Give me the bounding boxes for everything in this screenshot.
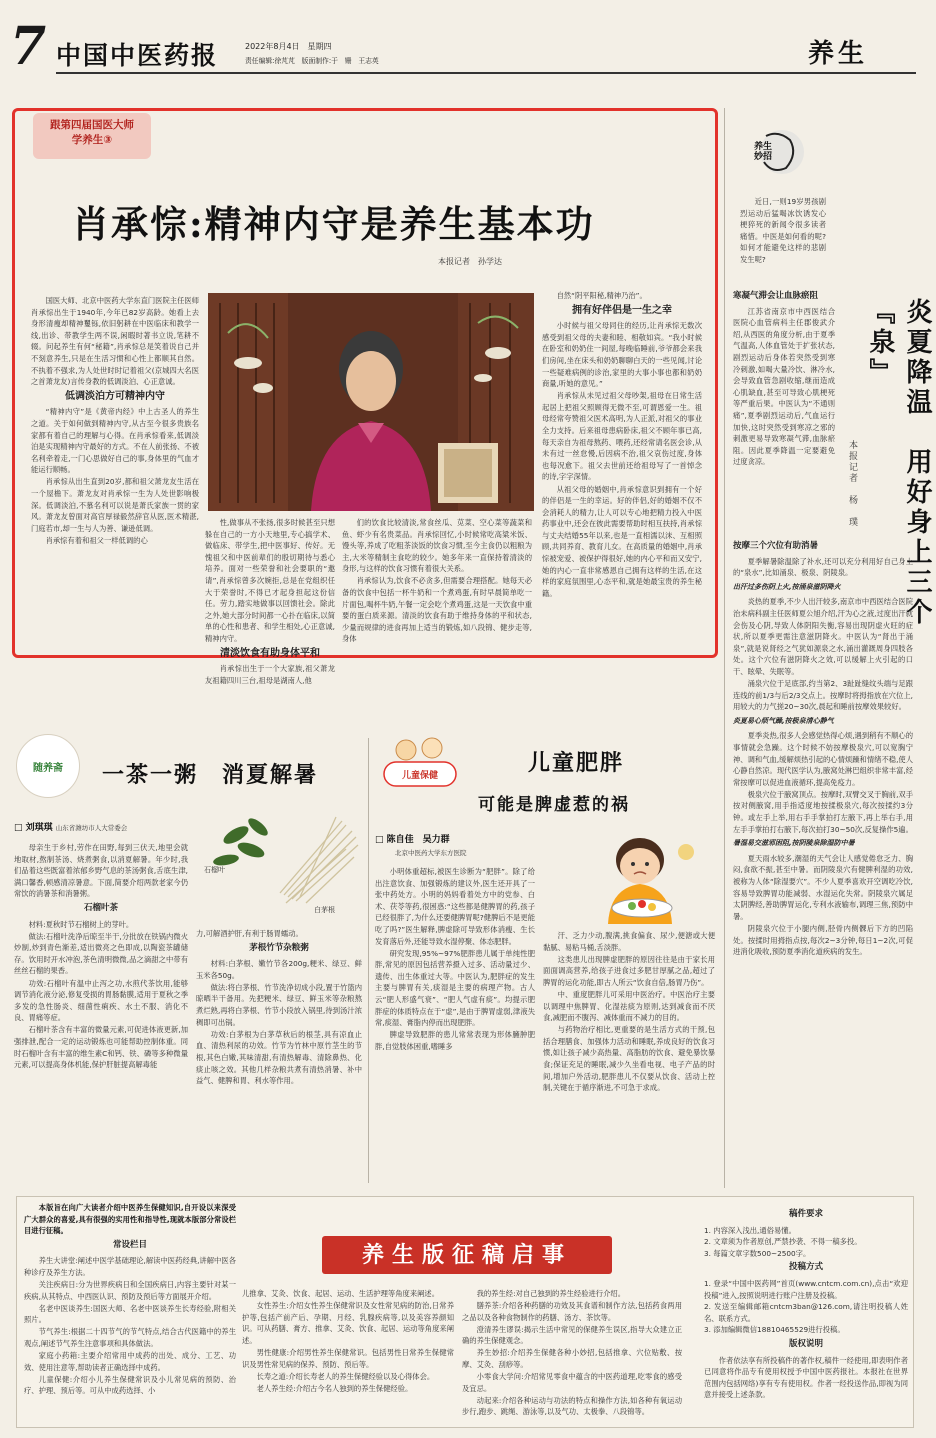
feature-paragraph: 性,做事从不张扬,很多时候甚至只想躲在自己的一方小天地里,专心搞学术、做临床、带学生,把中医事好、传好。无愧祖父和中医前辈们的殷切期待与悉心培养。面对一些荣誉和社会要职的“邀请”,肖承悰曾多次婉拒,总是在党组织任大于荣誉时,不得已才起身担起这份信任。劳力,踏实地做事以回馈社会。除此之外,她大部分时间都一心扑在临床,以简单的心性和患者、和学生相处,心正意诚,精神内守。 [205, 518, 335, 643]
feature-byline: 本报记者 孙学达 [438, 257, 502, 266]
article-divider [368, 738, 369, 1183]
call-banner: 养生版征稿启事 [322, 1236, 612, 1274]
call-item: 养生妙招:介绍养生保健各种小妙招,包括推拿、穴位贴敷、按摩、艾灸、刮痧等。 [462, 1348, 682, 1370]
tea-recipe2-title: 茅根竹节杂粮粥 [249, 942, 309, 953]
child-tag-illustration [378, 736, 462, 790]
tips-paragraph: 阴陵泉穴位于小腿内侧,胫骨内侧髁后下方的凹陷处。按揉时用拇指点按,每次2~3分钟,每日1~2次,可促进消化吸收,预防夏季消化道疾病的发生。 [733, 923, 913, 957]
tips-note-1: 出汗过多伤阴上火,按涌泉滋阴降火 [733, 582, 841, 591]
call-item: 名老中医谈养生:国医大师、名老中医谈养生长寿经验,附相关照片。 [24, 1303, 236, 1325]
call-req: 1. 内容深入浅出,通俗易懂。 [704, 1225, 796, 1235]
feature-paragraph: 肖承悰从出生直到20岁,都和祖父萧龙友生活在一个屋檐下。萧龙友对肖承悰一生为人处世影响极深。低调淡泊,不慕名利可以说是萧氏家族一贯的家风。萧龙友曾面对高官厚禄毅然辞官从医,医术精湛,门庭若市,却一生与人为善、谦逊低调。 [31, 477, 199, 533]
child-title: 儿童肥胖 [528, 750, 625, 776]
tea-paragraph: 母亲生于乡村,劳作在田野,每到三伏天,地里会就地取材,熬制茶汤、烧煮粥食,以消夏解暑。年少时,我们品着这些既富着浓郁乡野气息的茶汤粥食,舌底生津,满口馨香,顿感清凉暑意。下面,简要介绍两款老家今仍常饮的消暑茶和消暑粥。 [14, 843, 188, 899]
tips-paragraph: 炎热的夏季,不少人出汗较多,南京市中西医结合医院治未病科副主任医师夏公旭介绍,汗为心之液,过度出汗就会伤及心阴,导致人体阴阳失衡,容易出现阴虚火旺的症状,所以夏季更需注意滋阴降火。中医认为“肾出于涌泉”,就是说肾经之气犹如源泉之水,涌出灌溉周身四肢各处。这个穴位有滋阴降火之效,可以缓解上火引起的口干、眩晕、失眠等。 [733, 597, 913, 676]
feature-paragraph: 肖承悰有着和祖父一样低调的心 [45, 535, 148, 545]
tips-column-top [733, 288, 835, 528]
call-method: 3. 添加编辑微信18810465529进行投稿。 [704, 1325, 845, 1335]
child-paragraph: 与药物治疗相比,更重要的是生活方式的干预,包括合理膳食、加强体力活动和睡眠,养成良好的饮食习惯,如让孩子减少高热量、高脂肪的饮食、避免暴饮暴食;保证充足的睡眠,减少久坐看电视、电子产品的时间,增加户外活动,肥胖患儿不仅要从饮食、活动上控制,关键在于循序渐进,不可急于求成。 [543, 1025, 715, 1093]
column-tag-line1: 跟第四届国医大师 [50, 119, 134, 131]
child-paragraph: 小明体重超标,被医生诊断为“肥胖”。除了给出注意饮食、加强锻炼的建议外,医生还开具了一张中药处方。小明的妈妈看着处方中的党参、白术、茯苓等药,很困惑:“这些都是健脾胃的药,孩子已经很胖了,为什么还要健脾胃呢?健脾后不是更能吃了吗?”医生解释,脾虚除可导致形体消瘦、生长发育落后外,还能导致水湿停聚、体态肥胖。 [375, 867, 535, 946]
page-number: 7 [10, 16, 47, 77]
tea-author-affil: 山东省潍坊市人大常委会 [55, 824, 128, 832]
child-author: □ 陈自佳 吴力群 [375, 835, 450, 845]
portrait-illustration [208, 293, 534, 511]
tips-intro [740, 196, 826, 280]
call-item: 养生大讲堂:阐述中医学基础理论,解读中医药经典,讲解中医各种诊疗及养生方法。 [24, 1256, 236, 1277]
tips-paragraph: 江苏省南京市中西医结合医院心血管病科主任郡俊武介绍,从西医的角度分析,由于夏季气温高,人体血管处于扩张状态,剧烈运动后身体若突然受到寒冷刺激,如喝大量冷饮、淋冷水,会导致血管急剧收缩,继而造成心肌缺血,甚至可导致心肌梗死等严重后果。中医认为“不通则痛”,夏季剧烈运动后,气血运行加快,这时突然受到寒凉之邪的刺激更易导致寒凝气滞,血脉瘀阻。因此夏季降温一定要避免过度贪凉。 [733, 306, 835, 467]
tea-paragraph: 做法:将白茅根、竹节洗净切成小段,置于竹篮内晾晒半干备用。先把粳米、绿豆、鲜玉米等杂粮熬煮烂熟,再将白茅根、竹节小段放入锅里,待到汤汁浓稠即可出锅。 [196, 982, 362, 1027]
tips-logo [748, 122, 806, 180]
call-method-heading: 投稿方式 [788, 1262, 823, 1273]
child-section-tag [378, 736, 462, 790]
call-item: 女性养生:介绍女性养生保健常识及女性常见病的防治,日常养护等,包括产前产后、孕期、月经、乳腺疾病等,以及美容养颜知识。可从药膳、膏方、推拿、艾灸、饮食、起居、运动等角度来阐述。 [242, 1301, 454, 1345]
tea-paragraph: 石榴叶茶含有丰富的微量元素,可促进体液更新,加强排泄,配合一定的运动锻炼也可能帮助控制体重。同时石榴叶含有丰富的维生素C和钙、铁、磷等多种微量元素,可以提高身体机能,保护肝脏提高解毒能 [14, 1025, 188, 1070]
feature-column-4 [542, 290, 702, 648]
call-method: 1. 登录“中国中医药网”首页(www.cntcm.com.cn),点击“欢迎投稿”进入,按照说明进行账户注册及投稿。 [704, 1278, 908, 1300]
call-middle-column-1 [242, 1288, 454, 1424]
call-item: 关注疾病日:分为世界疾病日和全国疾病日,内容主要针对某一疾病,从其特点、中西医认识、预防及预后等方面展开介绍。 [24, 1280, 236, 1301]
call-item: 动起来:介绍各种运动与功法的特点和操作方法,如各种有氧运动步行,跑步、跳绳、游泳等,以及气功、太极拳、八段锦等。 [462, 1395, 682, 1417]
feature-subheading-1: 低调淡泊方可精神内守 [65, 390, 165, 402]
tea-column-2 [196, 928, 362, 1178]
tips-paragraph: 涌泉穴位于足底部,约当第2、3趾趾缝纹头端与足跟连线的前1/3与后2/3交点上。按摩时将拇指放在穴位上,用较大的力气搓20~30次,晨起和睡前按摩效果较好。 [733, 679, 913, 712]
tea-section-tag [16, 734, 80, 798]
call-item: 我的养生经:对自己独到的养生经验进行介绍。 [476, 1289, 625, 1298]
call-item: 节气养生:根据二十四节气的节气特点,结合古代医籍中的养生观点,阐述节气养生注意事项和具体做法。 [24, 1327, 236, 1349]
tea-paragraph: 做法:石榴叶洗净后晾至半干,分批放在铁锅内微火炒制,炒到青色渐差,适出微亮之色即成,以陶瓷茶罐储存。饮用时开水冲泡,茶色清明微微,品之滴甜之中带有丝丝石榴的果香。 [14, 931, 188, 976]
call-method: 2. 发送至编辑邮箱cntcm3ban@126.com,请注明投稿人姓名、联系方式。 [704, 1302, 908, 1323]
tips-subheading-1: 寒凝气滞会让血脉瘀阻 [733, 291, 819, 301]
feature-paragraph: 们的饮食比较清淡,常食丝瓜、苋菜、空心菜等蔬菜和鱼、虾少有名贵菜品。肖承悰回忆,小时候常吃高粱米饭、馒头等,养成了吃粗茶淡饭的饮食习惯,至今主食仍以粗粮为主,大米等精制主食吃的较少。她多年来一直保持着清淡的身形,与这样的饮食习惯有着很大关系。 [342, 518, 532, 574]
child-paragraph: 这类患儿出现脾虚肥胖的原因往往是由于家长用面面调高营养,给孩子进食过多肥甘厚腻之品,超过了脾胃的运化功能,即古人所云“饮食自倍,肠胃乃伤”。 [543, 954, 715, 987]
tips-note-3: 暑湿易交滋邪困阻,按阴陵泉除湿防中暑 [733, 839, 855, 848]
feature-paragraph: 自然“阴平阳秘,精神乃治”。 [556, 291, 647, 300]
child-illustration [578, 832, 708, 924]
tips-paragraph: 夏天雨水较多,潮湿的天气会让人感觉倦怠乏力、胸闷,食欲不振,甚至中暑。而阴陵泉穴有健脾利湿的功效,被称为人体“除湿要穴”。不少人夏季喜欢开空调吃冷饮,容易导致脾胃功能减弱、水湿运化失常。阴陵泉穴属足太阴脾经,善助脾胃运化,专利水液输布,调理三焦,预防中暑。 [733, 853, 913, 921]
child-column-1 [375, 866, 535, 1182]
child-paragraph: 汗、乏力少动,腹满,挑食偏食、尿少,便溏或大便黏腻、易粘马桶,舌淡胖。 [543, 931, 715, 952]
tea-recipe1-title: 石榴叶茶 [83, 902, 118, 913]
child-paragraph: 中、重度肥胖儿可采用中医治疗。中医治疗主要以调理中焦脾胃、化湿祛痰为原则,达到减食而不厌食,减肥而不腹泻、减体重而不减力的目的。 [543, 989, 715, 1023]
call-item: 长寿之道:介绍长寿老人的养生保健经验以及心得体会。 [256, 1371, 435, 1381]
tips-vertical-title: 炎夏降温 用好身上三个『泉』 [865, 298, 932, 628]
tea-paragraph: 材料:白茅根、嫩竹节各200g,粳米、绿豆、鲜玉米各50g。 [196, 959, 362, 980]
herb-caption-1: 石榴叶 [204, 866, 225, 874]
call-item: 男性健康:介绍男性养生保健常识。包括男性日常养生保健常识及男性常见病的保养、预防、预后等。 [242, 1347, 454, 1369]
call-item: 儿推拿、艾灸、饮食、起居、运动、生活护理等角度来阐述。 [242, 1289, 440, 1298]
call-middle-column-2 [462, 1288, 682, 1424]
feature-column-3 [342, 517, 532, 647]
tips-logo-text: 养生妙招 [754, 142, 773, 162]
tea-herbs-image [196, 805, 364, 915]
tips-paragraph: 夏季解暑除温除了补水,还可以充分利用好自己身上的“泉水”,比如涌泉、极泉、阴陵泉。 [733, 556, 913, 578]
tea-paragraph: 材料:夏秋时节石榴树上的芽叶。 [28, 919, 134, 929]
editor-credits: 责任编辑:徐芃芃 版面制作:于 姗 王志英 [245, 57, 379, 65]
tea-author-name: □ 刘琪琪 [14, 823, 53, 833]
call-requirements-heading: 稿件要求 [788, 1209, 823, 1219]
section-title: 养生 [808, 39, 869, 69]
tea-paragraph: 功效:白茅根为白茅草秋后的根茎,具有凉血止血、清热利尿的功效。竹节为竹林中原竹茎生的节根,其色白嫩,其味清甜,有清热解毒、清除鼻热、化痰止咳之效。其他几样杂粮共煮有清热消暑、补中益气、健脾和胃、利水等作用。 [196, 1029, 362, 1086]
feature-column-2 [205, 517, 335, 685]
child-paragraph: 研究发现,95%~97%肥胖患儿属于单纯性肥胖,常见的原因包括营养摄入过多、活动量过少、遗传、出生体重过大等。中医认为,肥胖症的发生主要与脾胃有关,痰湿是主要的病理产物。古人云“肥人形盛气衰”、“肥人气虚有痰”。均提示肥胖症的体质特点在于“虚”,是由于脾胃虚弱,津液失常,痰湿、膏脂内停而出现肥胖。 [375, 948, 535, 1028]
issue-date: 2022年8月4日 星期四 [245, 42, 332, 51]
call-copyright: 作者依法享有所投稿件的著作权,稿件一经使用,即表明作者已同意将作品专有使用权授予中国中医药报社。本报社在世界范围内包括网络)享有专有使用权。作者一经投送作品,即视为同意并接受上述条款。 [704, 1355, 908, 1400]
call-item: 老人养生经:介绍古今名人独到的养生保健经验。 [256, 1383, 413, 1393]
tea-column-1 [14, 842, 188, 1182]
call-item: 儿童保健:介绍小儿养生保健常识及小儿常见病的预防、治疗、护理、预后等。可从中成药选择、小 [24, 1374, 236, 1396]
feature-paragraph: 肖承悰出生于一个大家族,祖父萧龙友祖籍四川三台,祖母是湖南人,他 [205, 664, 335, 685]
call-req: 3. 每篇文章字数500~2500字。 [704, 1248, 811, 1258]
child-subtitle: 可能是脾虚惹的祸 [478, 795, 630, 815]
call-copyright-heading: 版权说明 [788, 1338, 823, 1349]
feature-column-1 [31, 295, 199, 645]
feature-headline: 肖承悰:精神内守是养生基本功 [72, 202, 595, 246]
child-author-affil: 北京中医药大学东方医院 [395, 849, 467, 857]
call-item: 膳养茶:介绍各种药膳的功效及其食谱和制作方法,包括药食两用之品以及各种食物制作的药膳、汤方、茶饮等。 [462, 1301, 682, 1322]
tips-note-2: 炎夏易心烦气躁,按极泉清心静气 [733, 716, 834, 725]
call-left-column [24, 1202, 236, 1424]
feature-paragraph: 小时候与祖父母同住的经历,让肖承悰无数次感受到祖父母的夫妻和睦、相敬如宾。“我小时候在卧室和奶奶住一间屋,每晚临睡前,爷爷都会来我们房间,坐在床头和奶奶聊聊白天的一些见闻,讨论一些疑难病例的诊治,家里的大事小事也都和奶奶商量,听她的意见。” [542, 321, 702, 389]
child-column-2 [543, 930, 715, 1182]
tips-column-main [733, 538, 913, 1178]
feature-paragraph: 国医大师、北京中医药大学东直门医院主任医师肖承悰出生于1940年,今年已82岁高龄。她看上去身形清瘦却精神矍铄,依旧躬耕在中医临床和教学一线,出诊、带教学生两不误,闲暇时著书立说,笔耕不辍。问起养生有何“秘籍”,肖承悰总是笑着说自己并不刻意养生,只是在生活习惯和心性上都顺其自然。不执着不强求,为人处世时时记着祖父(京城四大名医之首萧龙友)言传身教的低调淡泊、心正意诚。 [31, 296, 199, 387]
tips-paragraph: 夏季炎热,很多人会感觉热得心烦,遇到稍有不顺心的事情就会急躁。这个时候不妨按摩极泉穴,可以宽胸宁神、调和气血,缓解烦热引起的心情烦躁和情绪不稳,使人心静自然凉。现代医学认为,腋窝处淋巴组织非常丰富,经常按摩可以促进血液循环,提高免疫力。 [733, 731, 913, 787]
child-eating-illustration [578, 832, 708, 924]
child-tag-text: 儿童保健 [401, 771, 438, 781]
header-rule [56, 72, 916, 74]
tea-title: 一茶一粥 消夏解暑 [102, 762, 319, 788]
tea-author [14, 820, 127, 833]
herbs-illustration [196, 805, 364, 915]
feature-paragraph: 从祖父母的婚姻中,肖承悰意识到拥有一个好的伴侣是一生的幸运。好的伴侣,好的婚姻不仅不会消耗人的精力,让人可以专心地把精力投入中医药事业中,还会在彼此需要帮助时相互扶持,肖承悰与丈夫结婚55年以来,也是一直相濡以沫、互相照顾,共同养育、教育儿女。在高质量的婚姻中,肖承悰被宠爱、被保护得很好,她的内心平和而又安宁,她的内心一直非常感恩自己拥有这样的生活,在这样的家庭氛围里,心态平和,就是她最宝贵的养生秘籍。 [542, 484, 702, 598]
tips-subheading-2: 按摩三个穴位有助消暑 [733, 541, 819, 551]
tips-vertical-byline: 本报记者 杨 璞 [847, 440, 857, 528]
masthead: 中国中医药报 [56, 41, 219, 70]
child-paragraph: 脾虚导致肥胖的患儿常常表现为形体臃肿肥胖,自觉肢体困重,嗜睡多 [375, 1030, 535, 1051]
call-item: 小零食大学问:介绍常见零食中蕴含的中医药道理,吃零食的感受及宜忌。 [462, 1372, 682, 1393]
call-item: 澄清养生谬误:揭示生活中常见的保健养生误区,指导大众建立正确的养生保健观念。 [462, 1324, 682, 1346]
tea-paragraph: 功效:石榴叶有温中止泻之功,水煎代茶饮用,能够调节消化液分泌,修复受损的胃肠黏膜,适用于夏秋之季多发的急性肠炎、细菌性痢疾、水土不服、消化不良、胃痛等症。 [14, 978, 188, 1023]
feature-paragraph: “精神内守”是《黄帝内经》中上古圣人的养生之道。关于如何做到精神内守,从古至今很多贵族名家都有着自己的理解与心得。在肖承悰看来,低调淡泊是实现精神内守最好的方式。不在人前张扬、不被名利牵着走,一门心思做好自己的事,身体里的气血才能运行顺畅。 [31, 407, 199, 475]
feature-subheading-3: 拥有好伴侣是一生之幸 [572, 304, 672, 316]
tips-intro-text: 近日,一则19岁男孩剧烈运动后猛喝冰饮诱发心梗猝死的新闻令很多读者痛惜。中医是如何看的呢?如何才能避免这样的悲剧发生呢? [740, 197, 826, 264]
tips-paragraph: 极泉穴位于腋窝顶点。按摩时,双臂交叉于胸前,双手按对侧腋窝,用手指适度地按揉极泉穴,每次按揉约3分钟。或左手上举,用右手手掌拍打左腋下,再上举右手,用左手手掌拍打右腋下,每次拍打30~50次,反复操作5遍。 [733, 789, 913, 834]
right-column-divider [724, 108, 725, 1188]
tea-paragraph: 力,可解酒护肝,有利于肠胃蠕动。 [196, 929, 303, 938]
tea-tag-text: 随养斋 [33, 763, 63, 774]
call-columns-heading: 常设栏目 [112, 1239, 147, 1250]
call-req: 2. 文章须为作者原创,严禁抄袭、不得一稿多投。 [704, 1237, 862, 1247]
portrait-photo [208, 293, 534, 511]
call-item: 家庭小药箱:主要介绍常用中成药的出处、成分、工艺、功效、使用注意等,帮助读者正确选择中成药。 [24, 1351, 236, 1372]
call-right-column [704, 1206, 908, 1424]
feature-paragraph: 肖承悰从未见过祖父母吵架,祖母在日常生活起居上把祖父照顾得无微不至,可谓恩爱一生。祖母经常夸赞祖父医术高明,为人正派,对祖父的事业全力支持。后来祖母患病卧床,祖父不顾年事已高,每天亲自为祖母熬药、喂药,还经常请名医会诊,从未有过一丝怠慢,后因病不治,祖父哀伤过度,身体也每况愈下。祖父去世前还给祖母写了一首悼念的诗,字字深情。 [542, 391, 702, 482]
call-intro: 本版旨在向广大读者介绍中医养生保健知识,自开设以来深受广大群众的喜爱,具有很强的实用性和指导性,现就本版部分常设栏目进行征稿。 [24, 1203, 236, 1236]
herb-caption-2: 白茅根 [314, 906, 335, 914]
feature-subheading-2: 清淡饮食有助身体平和 [220, 647, 320, 659]
column-tag-line2: 学养生③ [71, 134, 113, 146]
column-tag [33, 113, 151, 159]
feature-paragraph: 肖承悰认为,饮食不必贪多,但需要合理搭配。她每天必备的饮食中包括一杯牛奶和一个煮鸡蛋,有时早晨简单吃一片面包,喝杯牛奶,午餐一定会吃个煮鸡蛋,这是一天饮食中重要的蛋白质来源。清淡的饮食有助于维持身体的平和状态,少量而规律的进食再加上适当的锻炼,如八段锦、健步走等,身体 [342, 576, 532, 644]
